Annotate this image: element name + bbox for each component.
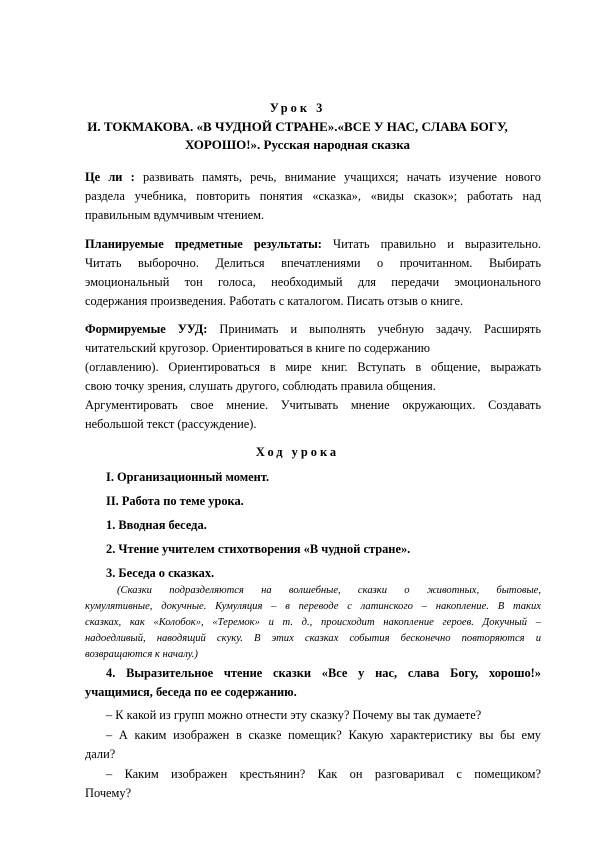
course-step5: 3. Беседа о сказках. (106, 566, 215, 580)
goals-label: Це ли : (85, 170, 135, 184)
planned-line2: Читать выборочно. Делиться впечатлениями о прочитанном. Выбирать (85, 256, 541, 270)
question-1: – К какой из групп можно отнести эту сказку? Почему вы так думаете? (106, 708, 482, 722)
note-line4: надоедливый, наводящий скуку. В этих сказках события бесконечно повторяются и (85, 633, 541, 644)
uud-line5: Аргументировать свое мнение. Учитывать мнение окружающих. Создавать (85, 398, 541, 412)
lesson-subtitle: Русская народная сказка (263, 137, 410, 152)
note-line5: возвращаются к началу.) (85, 649, 198, 660)
uud-line4: свою точку зрения, слушать другого, соблюдать правила общения. (85, 379, 436, 393)
lesson-number: Урок 3 (269, 101, 326, 115)
lesson-title-upper: ХОРОШО!». (185, 137, 261, 152)
goals-line3: правильным вдумчивым чтением. (85, 208, 265, 222)
question-3-line1: – Каким изображен крестьянин? Как он разговаривал с помещиком? (106, 767, 541, 781)
note-line2: кумулятивные, докучные. Кумуляция – в переводе с латинского – накопление. В таких (85, 601, 541, 612)
note-line1: (Сказки подразделяются на волшебные, сказки о животных, бытовые, (117, 585, 541, 596)
course-step2: II. Работа по теме урока. (106, 494, 244, 508)
planned-line1: Планируемые предметные результаты: Читать правильно и выразительно. (85, 237, 541, 251)
question-2-line2: дали? (85, 747, 116, 761)
uud-line6: небольшой текст (рассуждение). (85, 417, 257, 431)
planned-line4: содержания произведения. Работать с каталогом. Писать отзыв о книге. (85, 294, 464, 308)
planned-label: Планируемые предметные результаты: (85, 237, 322, 251)
uud-line2: читательский кругозор. Ориентироваться в книге по содержанию (85, 341, 431, 355)
uud-line1: Формируемые УУД: Принимать и выполнять учебную задачу. Расширять (85, 322, 541, 336)
course-step1: I. Организационный момент. (106, 470, 270, 484)
lesson-title-line2 (0, 137, 595, 152)
uud-label: Формируемые УУД: (85, 322, 208, 336)
goals-line1: Це ли : развивать память, речь, внимание учащихся; начать изучение нового (85, 170, 541, 184)
question-2-line1: – А каким изображен в сказке помещик? Какую характеристику вы бы ему (106, 728, 541, 742)
goals-line2: раздела учебника, повторить понятия «сказка», «виды сказок»; работать над (85, 189, 541, 203)
lesson-title-line1: И. ТОКМАКОВА. «В ЧУДНОЙ СТРАНЕ».«ВСЕ У НАС, СЛАВА БОГУ, (87, 119, 508, 134)
planned-line3: эмоциональный тон голоса, необходимый для передачи эмоционального (85, 275, 541, 289)
course-step4: 2. Чтение учителем стихотворения «В чудной стране». (106, 542, 411, 556)
question-3-line2: Почему? (85, 786, 132, 800)
reading-line1: 4. Выразительное чтение сказки «Все у нас, слава Богу, хорошо!» (106, 666, 541, 680)
course-step3: 1. Вводная беседа. (106, 518, 207, 532)
uud-line3: (оглавлению). Ориентироваться в мире книг. Вступать в общение, выражать (85, 360, 541, 374)
course-heading: Ход урока (255, 445, 340, 459)
note-line3: сказках, как «Колобок», «Теремок» и т. д., происходит накопление героев. Докучный – (85, 617, 541, 628)
reading-line2: учащимися, беседа по ее содержанию. (85, 685, 297, 699)
